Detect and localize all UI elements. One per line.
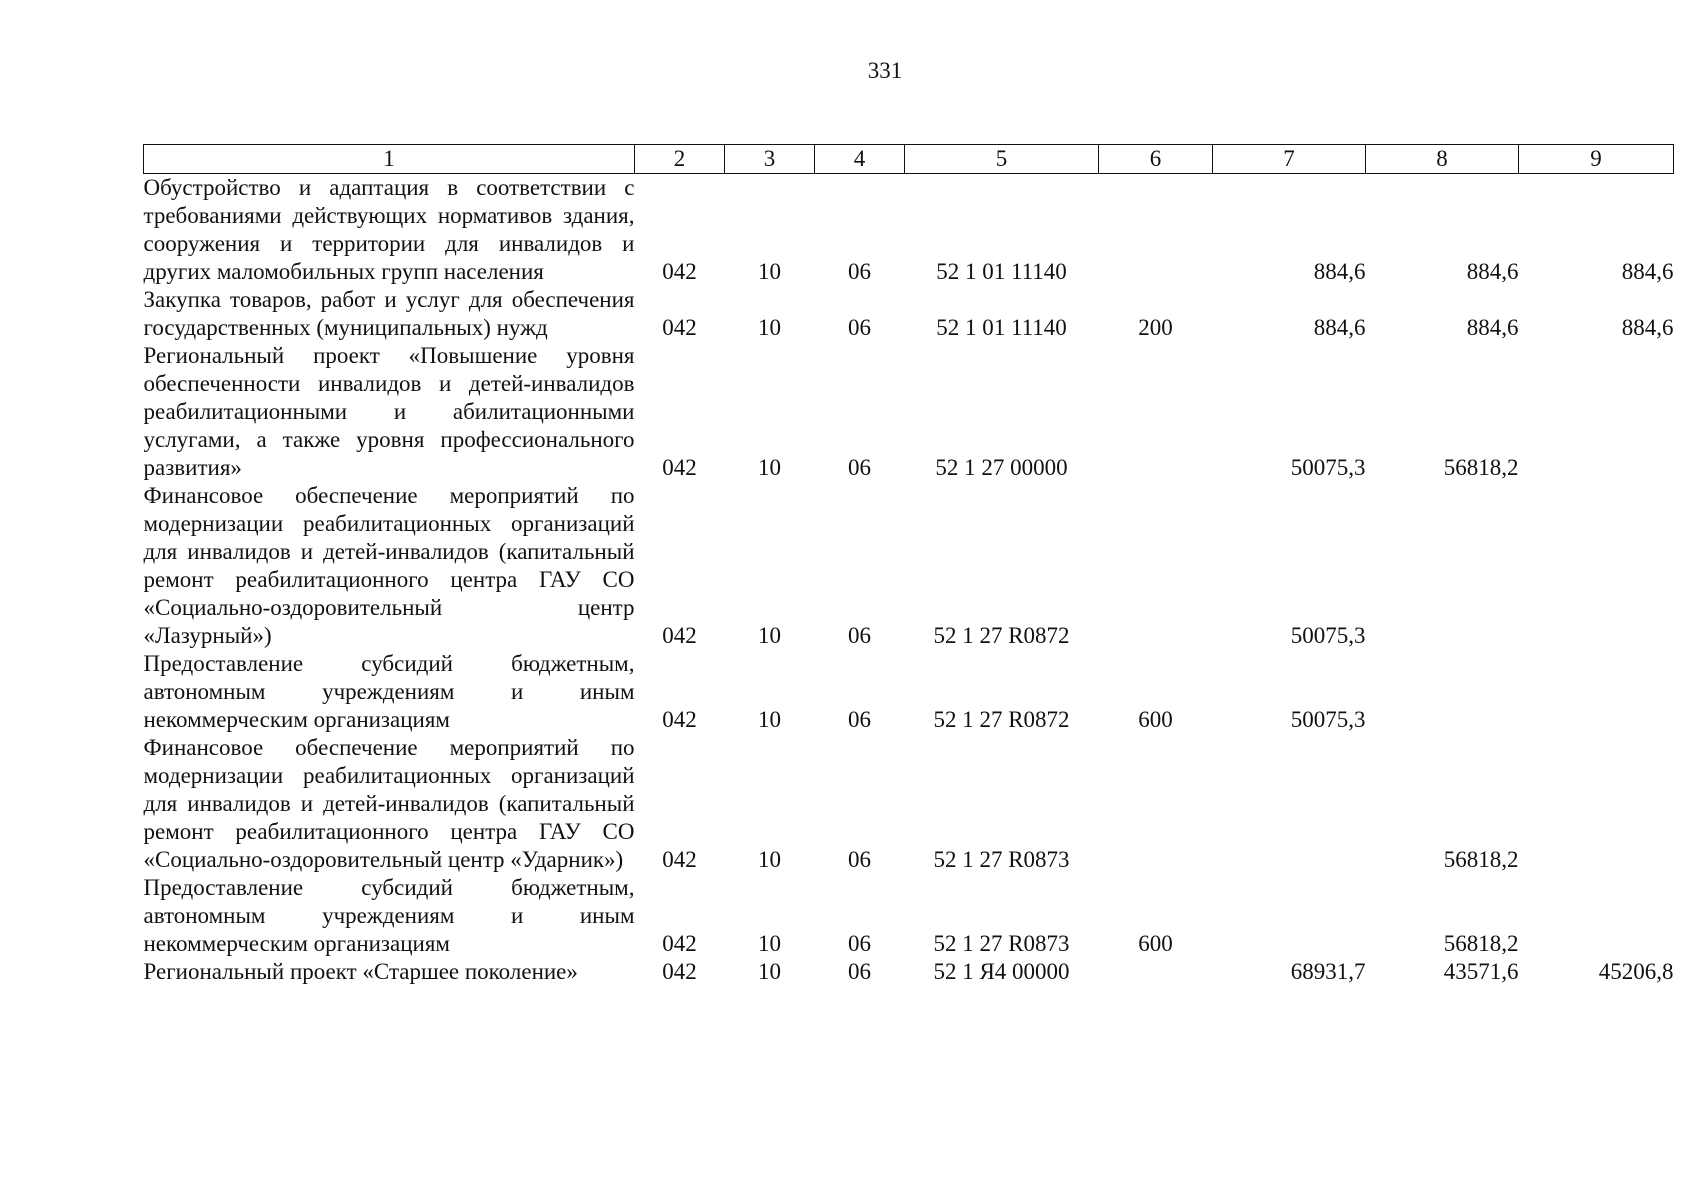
cell-target-article: 52 1 27 R0873	[933, 931, 1070, 956]
table-row	[144, 958, 1674, 986]
table-row	[144, 874, 1674, 958]
cell-amount-8: 56818,2	[1443, 931, 1519, 956]
cell-target-article: 52 1 27 R0872	[933, 707, 1070, 732]
table-row	[144, 650, 1674, 734]
cell-amount-7: 884,6	[1313, 315, 1366, 340]
cell-section: 10	[758, 623, 781, 648]
cell-subsection: 06	[848, 315, 871, 340]
column-header: 3	[725, 145, 815, 174]
cell-amount-9	[1519, 482, 1674, 650]
cell-target-article: 52 1 27 R0872	[933, 623, 1070, 648]
cell-expense-type: 600	[1138, 931, 1173, 956]
cell-target-article: 52 1 01 11140	[936, 315, 1067, 340]
row-description: Финансовое обеспечение мероприятий по модернизации реабилитационных организаций для инвалидов и детей-инвалидов (капитальный ремонт реабилитационного центра ГАУ СО «Социально-оздоровительный центр «Лазурный»)	[143, 483, 635, 648]
column-header: 5	[905, 145, 1099, 174]
row-description: Региональный проект «Старшее поколение»	[143, 959, 578, 984]
cell-section: 10	[758, 959, 781, 984]
page-number: 331	[867, 58, 903, 83]
table-row	[144, 286, 1674, 342]
row-description: Закупка товаров, работ и услуг для обеспечения государственных (муниципальных) нужд	[143, 287, 635, 340]
cell-ministry-code: 042	[662, 959, 697, 984]
cell-subsection: 06	[848, 623, 871, 648]
cell-ministry-code: 042	[662, 623, 697, 648]
row-description: Региональный проект «Повышение уровня обеспеченности инвалидов и детей-инвалидов реабилитационными и абилитационными услугами, а также уровня профессионального развития»	[143, 343, 635, 480]
cell-ministry-code: 042	[662, 707, 697, 732]
cell-ministry-code: 042	[662, 931, 697, 956]
table-row	[144, 342, 1674, 482]
cell-amount-9	[1519, 734, 1674, 874]
column-header: 6	[1099, 145, 1213, 174]
cell-amount-7	[1213, 874, 1366, 958]
column-header: 1	[144, 145, 635, 174]
cell-section: 10	[758, 707, 781, 732]
column-header: 4	[815, 145, 905, 174]
budget-table	[143, 144, 1674, 986]
cell-amount-8: 56818,2	[1443, 455, 1519, 480]
cell-ministry-code: 042	[662, 259, 697, 284]
cell-expense-type: 200	[1138, 315, 1173, 340]
cell-target-article: 52 1 27 00000	[935, 455, 1068, 480]
cell-amount-7: 50075,3	[1290, 707, 1366, 732]
cell-amount-8: 43571,6	[1443, 959, 1519, 984]
cell-subsection: 06	[848, 455, 871, 480]
cell-subsection: 06	[848, 259, 871, 284]
cell-amount-7: 884,6	[1313, 259, 1366, 284]
cell-amount-9: 45206,8	[1598, 959, 1674, 984]
cell-target-article: 52 1 01 11140	[936, 259, 1067, 284]
row-description: Финансовое обеспечение мероприятий по модернизации реабилитационных организаций для инвалидов и детей-инвалидов (капитальный ремонт реабилитационного центра ГАУ СО «Социально-оздоровительный центр «Ударник»)	[143, 735, 635, 872]
table-header-row	[144, 145, 1674, 174]
column-header: 2	[635, 145, 725, 174]
cell-amount-7: 68931,7	[1290, 959, 1366, 984]
cell-target-article: 52 1 Я4 00000	[933, 959, 1070, 984]
cell-subsection: 06	[848, 707, 871, 732]
cell-subsection: 06	[848, 847, 871, 872]
cell-expense-type	[1099, 482, 1213, 650]
table-row	[144, 482, 1674, 650]
cell-section: 10	[758, 931, 781, 956]
cell-section: 10	[758, 847, 781, 872]
cell-expense-type	[1099, 958, 1213, 986]
cell-target-article: 52 1 27 R0873	[933, 847, 1070, 872]
row-description: Предоставление субсидий бюджетным, автономным учреждениям и иным некоммерческим организациям	[143, 875, 635, 956]
cell-expense-type	[1099, 734, 1213, 874]
cell-section: 10	[758, 315, 781, 340]
cell-amount-9	[1519, 342, 1674, 482]
cell-amount-8: 884,6	[1466, 315, 1519, 340]
cell-amount-8	[1366, 482, 1519, 650]
cell-expense-type	[1099, 174, 1213, 287]
cell-section: 10	[758, 259, 781, 284]
cell-amount-9	[1519, 650, 1674, 734]
column-header: 8	[1366, 145, 1519, 174]
row-description: Обустройство и адаптация в соответствии с требованиями действующих нормативов здания, сооружения и территории для инвалидов и других маломобильных групп населения	[143, 175, 635, 284]
cell-amount-7: 50075,3	[1290, 455, 1366, 480]
cell-amount-8: 56818,2	[1443, 847, 1519, 872]
cell-amount-8: 884,6	[1466, 259, 1519, 284]
cell-ministry-code: 042	[662, 315, 697, 340]
table-row	[144, 734, 1674, 874]
cell-amount-7	[1213, 734, 1366, 874]
column-header: 9	[1519, 145, 1674, 174]
cell-amount-9	[1519, 874, 1674, 958]
cell-amount-9: 884,6	[1621, 315, 1674, 340]
row-description: Предоставление субсидий бюджетным, автономным учреждениям и иным некоммерческим организациям	[143, 651, 635, 732]
cell-amount-9: 884,6	[1621, 259, 1674, 284]
cell-expense-type	[1099, 342, 1213, 482]
table-row	[144, 174, 1674, 287]
cell-ministry-code: 042	[662, 455, 697, 480]
cell-amount-7: 50075,3	[1290, 623, 1366, 648]
cell-expense-type: 600	[1138, 707, 1173, 732]
cell-section: 10	[758, 455, 781, 480]
column-header: 7	[1213, 145, 1366, 174]
cell-subsection: 06	[848, 959, 871, 984]
cell-ministry-code: 042	[662, 847, 697, 872]
cell-subsection: 06	[848, 931, 871, 956]
cell-amount-8	[1366, 650, 1519, 734]
